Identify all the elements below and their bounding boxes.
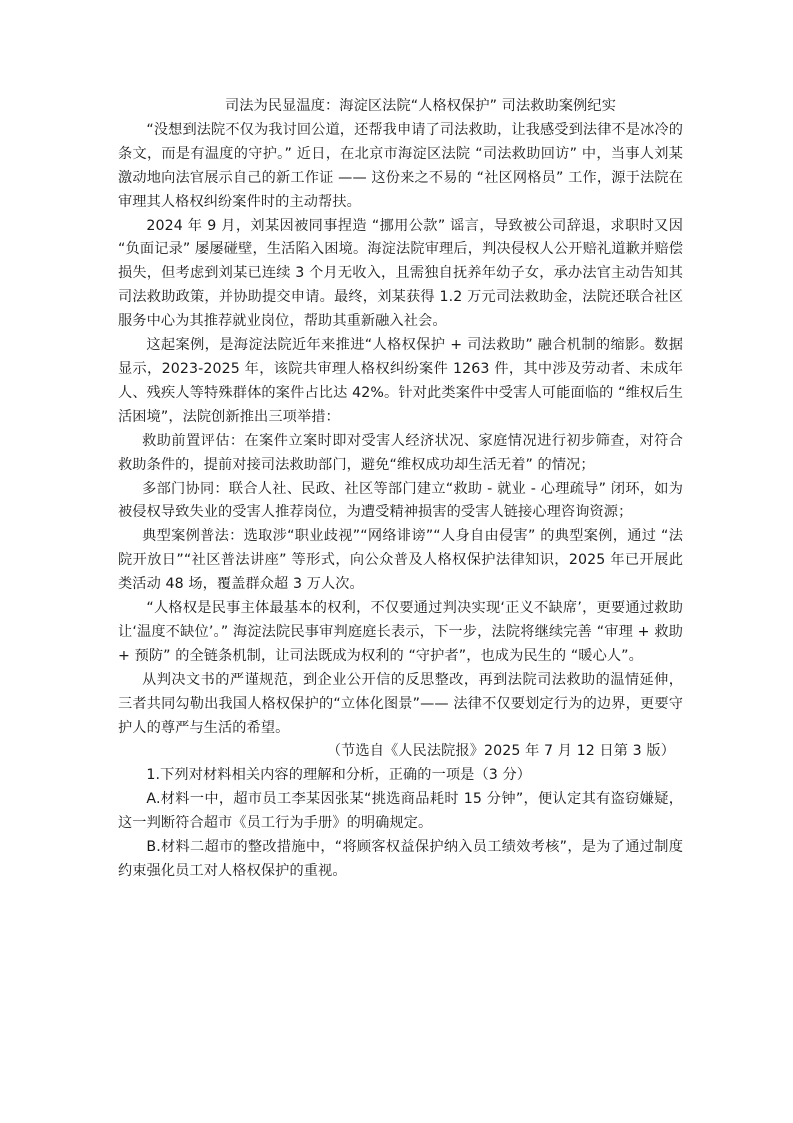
paragraph-opening-quote: “没想到法院不仅为我讨回公道，还帮我申请了司法救助，让我感受到法律不是冰冷的条文，而是有温度的守护。” 近日，在北京市海淀区法院 “司法救助回访” 中，当事人刘某激动地向法官展示自己的新工作证 —— 这份来之不易的 “社区网格员” 工作，源于法院在审理其人格权纠纷案件时的主动帮扶。 — [118, 121, 683, 210]
paragraph-measure-assessment: 救助前置评估：在案件立案时即对受害人经济状况、家庭情况进行初步筛查，对符合救助条件的，提前对接司法救助部门，避免“维权成功却生活无着” 的情况； — [118, 432, 683, 473]
question-option-b: B.材料二超市的整改措施中，“将顾客权益保护纳入员工绩效考核”，是为了通过制度约束强化员工对人格权保护的重视。 — [118, 839, 683, 879]
question-option-a: A.材料一中，超市员工李某因张某“挑选商品耗时 15 分钟”，便认定其有盗窃嫌疑，这一判断符合超市《员工行为手册》的明确规定。 — [118, 791, 683, 832]
paragraph-mechanism-intro: 这起案例，是海淀法院近年来推进“人格权保护 + 司法救助” 融合机制的缩影。数据显示，2023-2025 年，该院共审理人格权纠纷案件 1263 件，其中涉及劳动者、未成年人、残疾人等特殊群体的案件占比达 42%。针对此类案件中受害人可能面临的 “维权后生活困境”，法院创新推出三项举措： — [118, 337, 683, 425]
paragraph-measure-education: 典型案例普法：选取涉“职业歧视”“网络诽谤”“人身自由侵害” 的典型案例，通过 “法院开放日”“社区普法讲座” 等形式，向公众普及人格权保护法律知识，2025 年已开展此类活动 48 场，覆盖群众超 3 万人次。 — [118, 528, 683, 593]
paragraph-case-background: 2024 年 9 月，刘某因被同事捏造 “挪用公款” 谣言，导致被公司辞退，求职时又因 “负面记录” 屡屡碰壁，生活陷入困境。海淀法院审理后，判决侵权人公开赔礼道歉并赔偿损失，但考虑到刘某已连续 3 个月无收入，且需独自抚养年幼子女，承办法官主动告知其司法救助政策，并协助提交申请。最终，刘某获得 1.2 万元司法救助金，法院还联合社区服务中心为其推荐就业岗位，帮助其重新融入社会。 — [118, 217, 683, 330]
document-body — [118, 95, 683, 884]
paragraph-measure-coordination: 多部门协同：联合人社、民政、社区等部门建立“救助 - 就业 - 心理疏导” 闭环，如为被侵权导致失业的受害人推荐岗位，为遭受精神损害的受害人链接心理咨询资源； — [118, 480, 683, 521]
paragraph-judge-quote: “人格权是民事主体最基本的权利，不仅要通过判决实现‘正义不缺席’，更要通过救助让‘温度不缺位’。” 海淀法院民事审判庭庭长表示，下一步，法院将继续完善 “审理 + 救助 + 预防” 的全链条机制，让司法既成为权利的 “守护者”，也成为民生的 “暖心人”。 — [118, 600, 683, 664]
article-source: （节选自《人民法院报》2025 年 7 月 12 日第 3 版） — [326, 743, 675, 760]
article-title: 司法为民显温度：海淀区法院“人格权保护” 司法救助案例纪实 — [225, 98, 616, 114]
paragraph-conclusion: 从判决文书的严谨规范，到企业公开信的反思整改，再到法院司法救助的温情延伸，三者共同勾勒出我国人格权保护的“立体化图景”—— 法律不仅要划定行为的边界，更要守护人的尊严与生活的希望。 — [118, 671, 683, 736]
question-stem: 1.下列对材料相关内容的理解和分析，正确的一项是（3 分） — [146, 767, 532, 784]
